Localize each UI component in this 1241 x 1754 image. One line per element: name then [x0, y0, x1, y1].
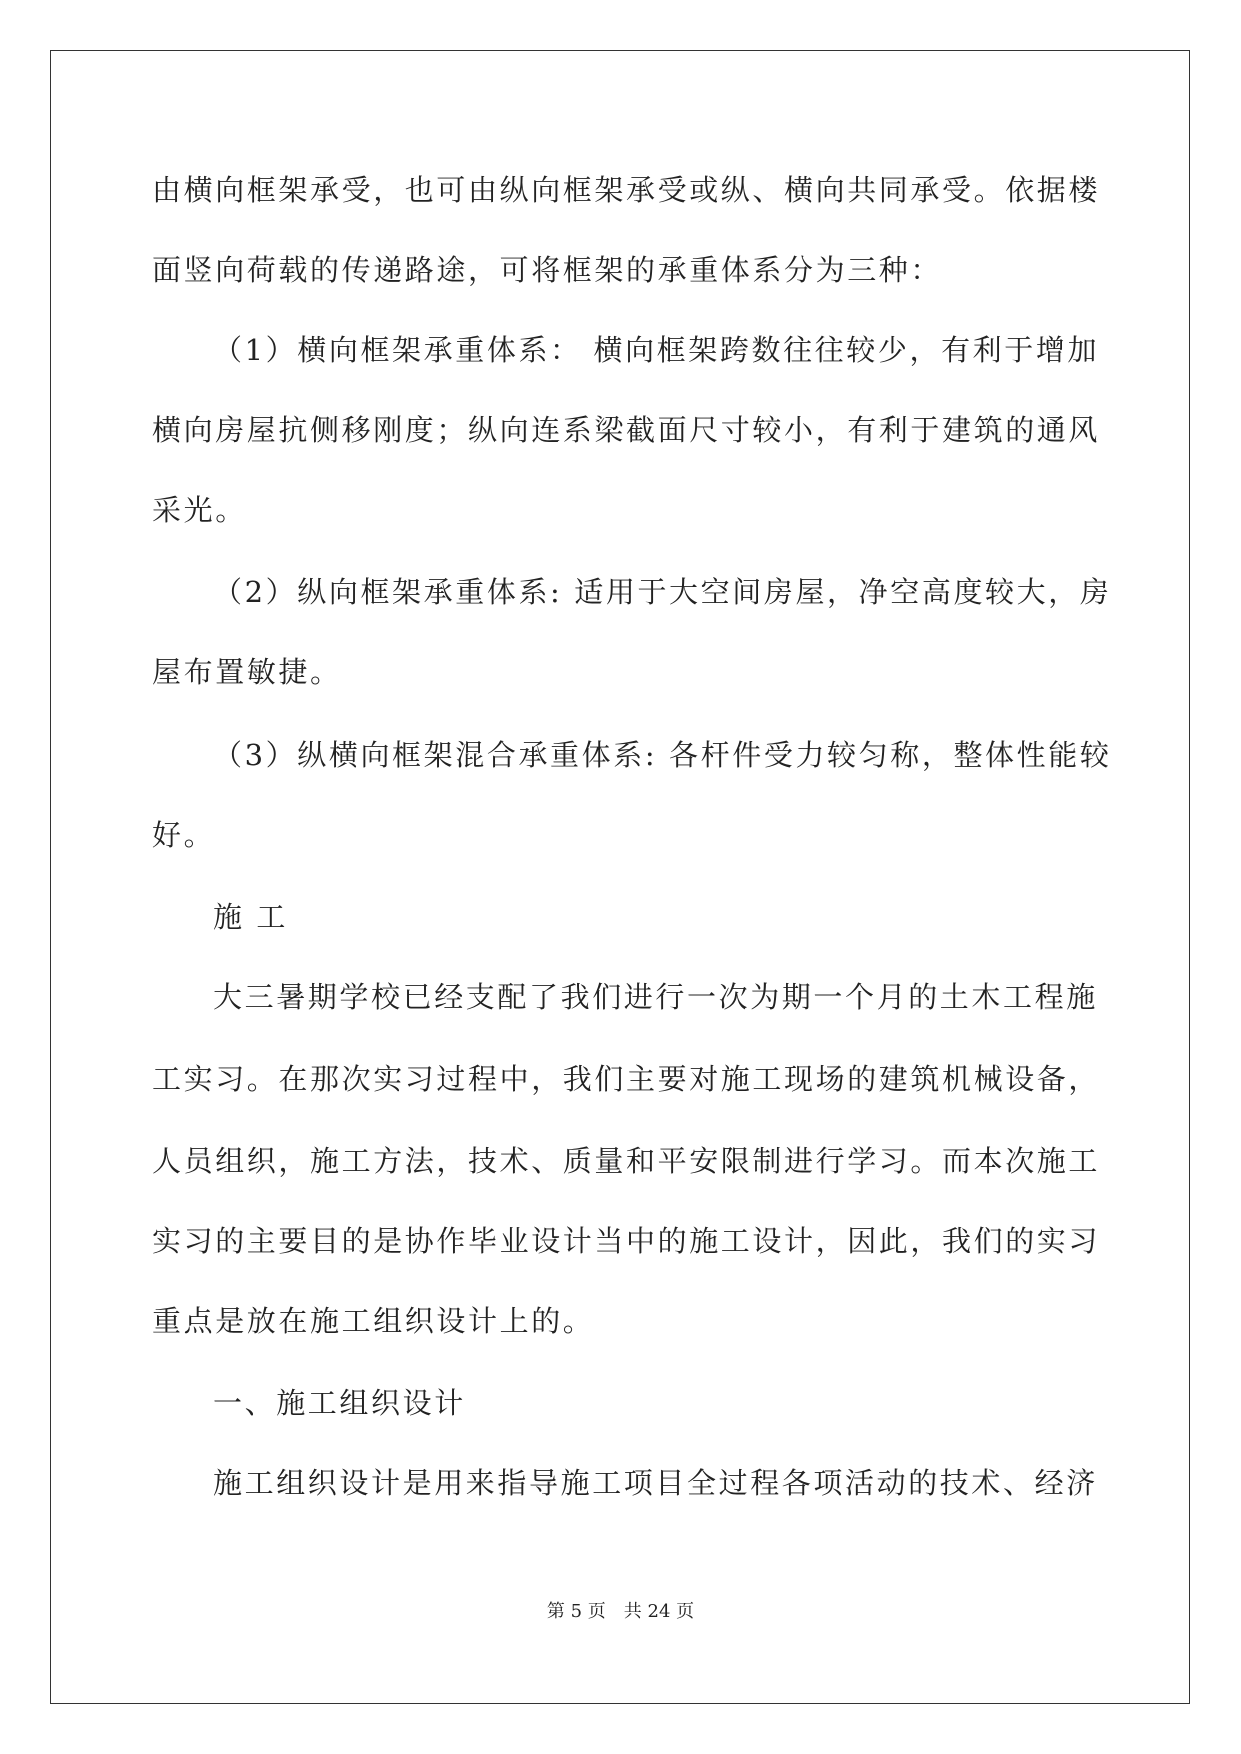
body-line-13: 人员组织，施工方法，技术、质量和平安限制进行学习。而本次施工	[152, 1144, 1101, 1178]
section-heading-organization-design: 一、施工组织设计	[213, 1386, 466, 1420]
body-line-5: 采光。	[152, 493, 247, 527]
section-heading-construction: 施 工	[213, 900, 289, 934]
body-line-17: 施工组织设计是用来指导施工项目全过程各项活动的技术、经济	[213, 1466, 1098, 1500]
page-total: 共 24 页	[623, 1601, 695, 1622]
body-line-8: （3）纵横向框架混合承重体系: 各杆件受力较匀称，整体性能较	[213, 738, 1112, 772]
body-line-15: 重点是放在施工组织设计上的。	[152, 1304, 595, 1338]
body-line-9: 好。	[152, 818, 216, 852]
body-line-2: 面竖向荷载的传递路途，可将框架的承重体系分为三种：	[152, 253, 943, 287]
body-line-14: 实习的主要目的是协作毕业设计当中的施工设计，因此，我们的实习	[152, 1224, 1101, 1258]
body-line-1: 由横向框架承受，也可由纵向框架承受或纵、横向共同承受。依据楼	[152, 173, 1101, 207]
body-line-3: （1）横向框架承重体系： 横向框架跨数往往较少，有利于增加	[213, 333, 1100, 367]
body-line-4: 横向房屋抗侧移刚度；纵向连系梁截面尺寸较小，有利于建筑的通风	[152, 413, 1101, 447]
body-line-12: 工实习。在那次实习过程中，我们主要对施工现场的建筑机械设备，	[152, 1062, 1101, 1096]
page-number: 第 5 页	[546, 1601, 606, 1622]
body-line-6: （2）纵向框架承重体系: 适用于大空间房屋，净空高度较大，房	[213, 575, 1112, 609]
page-footer	[0, 1600, 1241, 1624]
body-line-7: 屋布置敏捷。	[152, 655, 342, 689]
page-border	[50, 50, 1190, 1704]
body-line-11: 大三暑期学校已经支配了我们进行一次为期一个月的土木工程施	[213, 980, 1098, 1014]
